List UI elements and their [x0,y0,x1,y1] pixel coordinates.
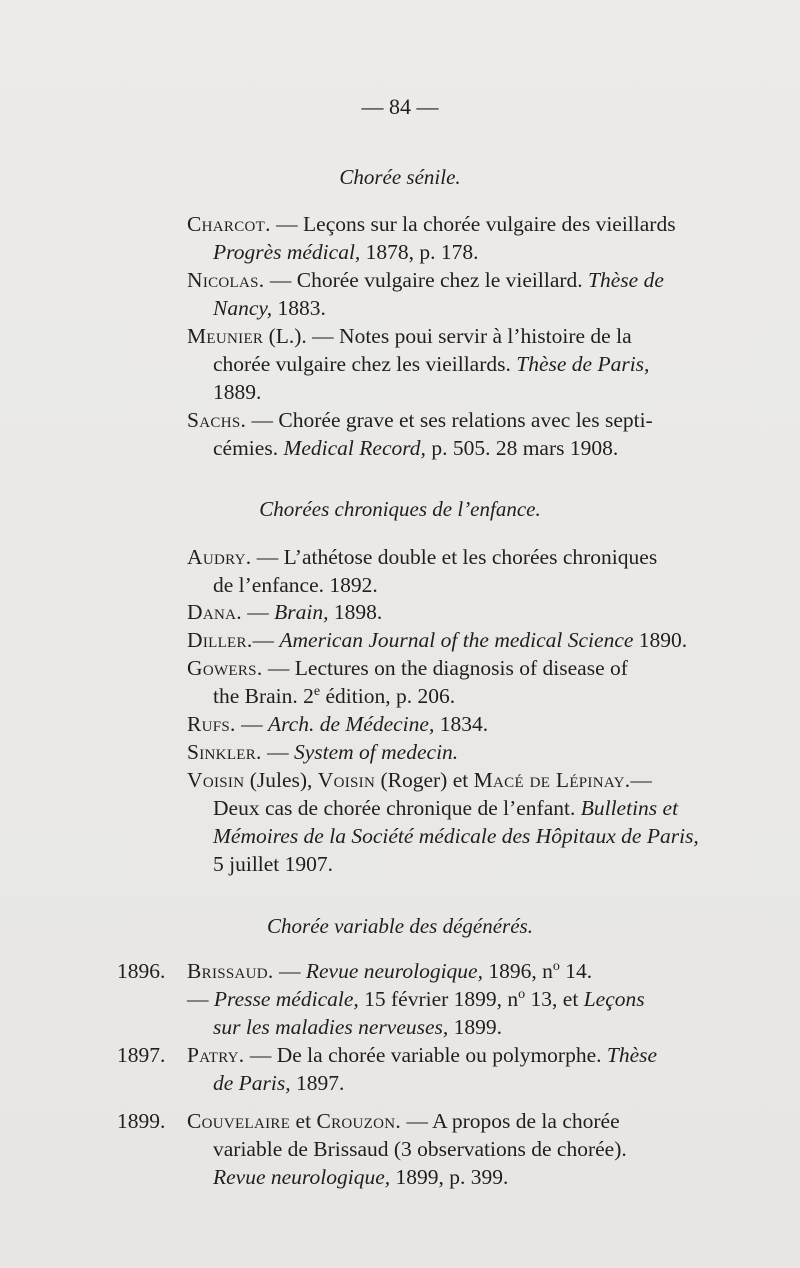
bib-entry-dana: Dana. — Brain, 1898. [187,600,383,624]
bib-entry-sachs: Sachs. — Chorée grave et ses relations avec les septi- cémies. Medical Record, p. 505. 28 mars 1908. [187,408,653,460]
bib-entry-audry: Audry. — L’athétose double et les chorées chroniques de l’enfance. 1892. [187,545,658,597]
page-number: — 84 — [361,94,439,119]
section-heading-degeneres: Chorée variable des dégénérés. [267,914,533,938]
bib-entry-gowers: Gowers. — Lectures on the diagnosis of disease of the Brain. 2e édition, p. 206. [187,656,628,708]
bib-entry-couvelaire: Couvelaire et Crouzon. — A propos de la chorée variable de Brissaud (3 observations de chorée). Revue neurologique, 1899, p. 399. [187,1109,627,1189]
bib-entry-patry: Patry. — De la chorée variable ou polymorphe. Thèse de Paris, 1897. [187,1043,658,1095]
section-heading-senile: Chorée sénile. [339,165,461,189]
bib-entry-brissaud: Brissaud. — Revue neurologique, 1896, $n^o$ 14. [187,958,593,983]
bib-entry-sinkler: Sinkler. — System of medecin. [187,740,459,764]
bib-entry-meunier: Meunier (L.). — Notes poui servir à l’histoire de la chorée vulgaire chez les vieillards. Thèse de Paris, 1889. [187,324,650,404]
year-label: 1899. [117,1109,166,1133]
bib-entry-nicolas: Nicolas. — Chorée vulgaire chez le vieillard. Thèse de Nancy, 1883. [187,268,664,320]
bib-entry-presse-medicale: — Presse médicale, 15 février 1899, $n^o$ 13, et Leçons sur les maladies nerveuses, 1899. [187,986,645,1039]
year-label: 1896. [117,959,166,983]
bib-entry-charcot: Charcot. — Leçons sur la chorée vulgaire des vieillards Progrès médical, 1878, p. 178. [187,212,676,264]
bib-entry-voisin: Voisin (Jules), Voisin (Roger) et Macé de Lépinay.— Deux cas de chorée chronique de l’enfant. Bulletins et Mémoires de la Société médicale des Hôpitaux de Paris, 5 juillet 1907. [187,768,699,876]
bib-entry-diller: Diller.— American Journal of the medical Science 1890. [187,628,688,652]
bib-entry-rufs: Rufs. — Arch. de Médecine, 1834. [187,712,489,736]
section-heading-enfance: Chorées chroniques de l’enfance. [259,497,541,521]
year-label: 1897. [117,1043,166,1067]
